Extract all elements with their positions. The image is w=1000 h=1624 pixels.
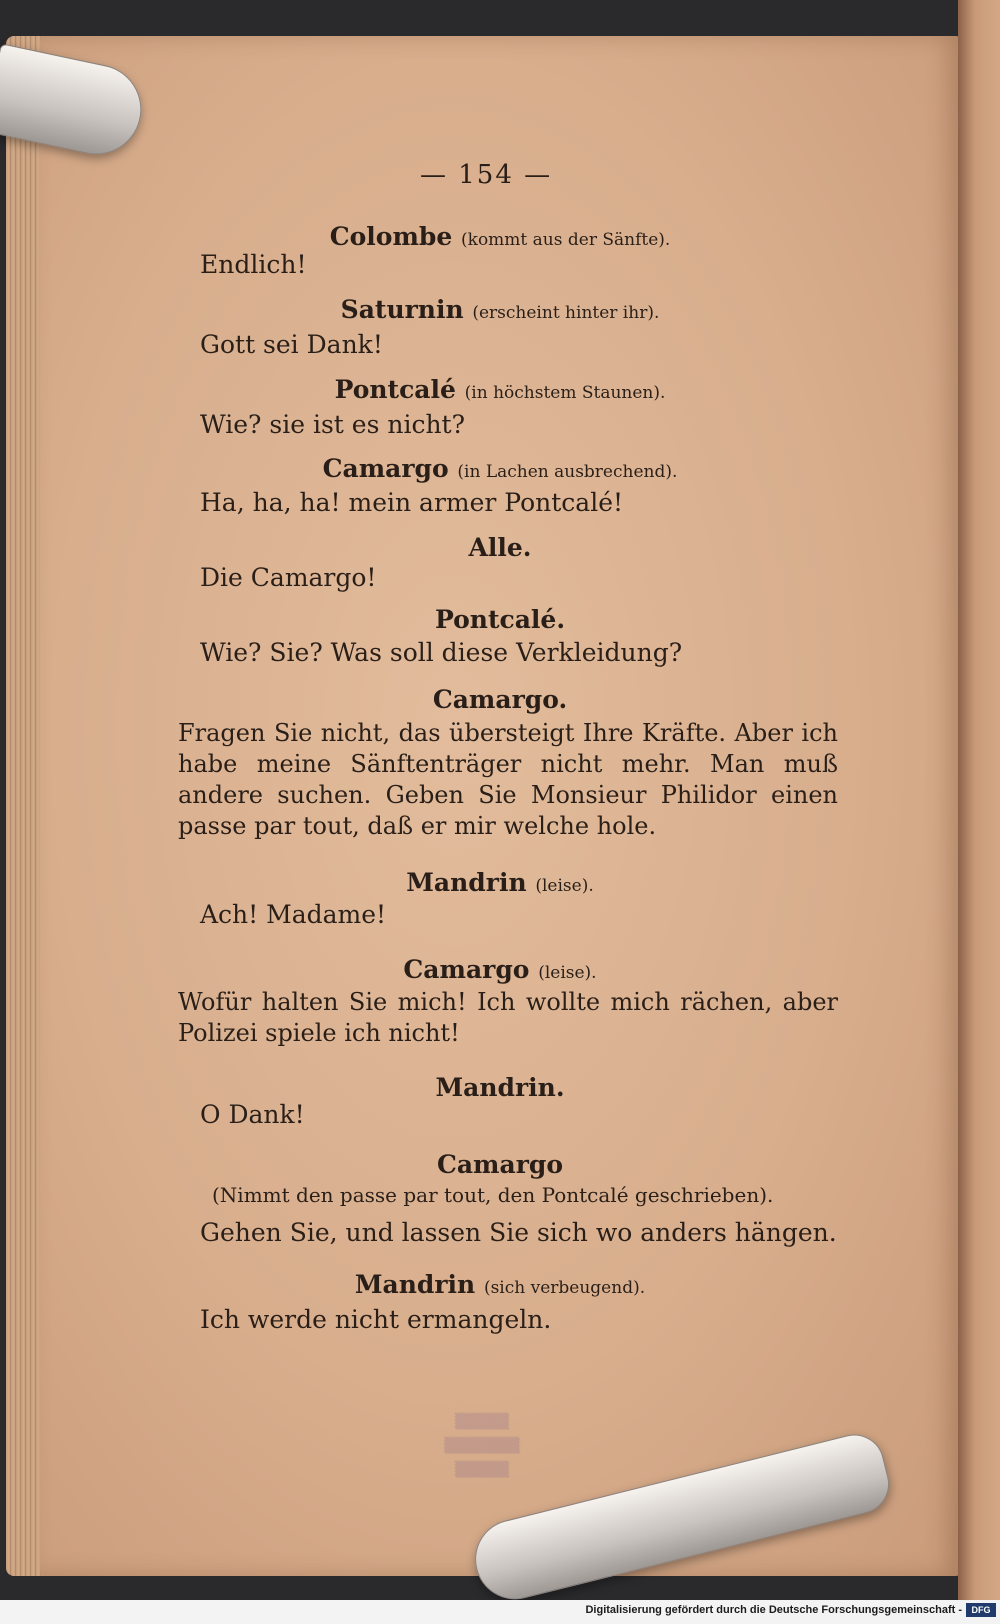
stage-direction-line: (Nimmt den passe par tout, den Pontcalé geschrieben).: [212, 1183, 774, 1207]
speaker-pontcale: [160, 605, 840, 634]
dialogue-line: Gehen Sie, und lassen Sie sich wo anders hängen.: [200, 1218, 837, 1247]
speaker-name: Mandrin: [406, 868, 527, 897]
speaker-name: Colombe: [329, 222, 453, 251]
dialogue-line: Ich werde nicht ermangeln.: [200, 1305, 552, 1334]
dialogue-line: Wie? Sie? Was soll diese Verkleidung?: [200, 638, 683, 667]
speaker-name: Camargo.: [432, 685, 568, 714]
speaker-name: Pontcalé: [334, 375, 456, 404]
speaker-name: Alle.: [468, 533, 532, 562]
dialogue-line: Ha, ha, ha! mein armer Pontcalé!: [200, 488, 624, 517]
speaker-camargo: [160, 685, 840, 714]
speaker-camargo: [160, 454, 840, 483]
page-number: — 154 —: [420, 160, 553, 190]
funding-credit: Digitalisierung gefördert durch die Deutsche Forschungsgemeinschaft -: [585, 1604, 962, 1616]
speaker-mandrin: [160, 1270, 840, 1299]
speaker-name: Saturnin: [340, 295, 464, 324]
speaker-name: Camargo: [436, 1150, 564, 1179]
stage-direction: (sich verbeugend).: [483, 1278, 646, 1298]
stage-direction: (leise).: [538, 963, 597, 983]
dialogue-paragraph: Wofür halten Sie mich! Ich wollte mich rächen, aber Polizei spiele ich nicht!: [178, 988, 838, 1047]
speaker-mandrin: [160, 868, 840, 897]
speaker-camargo: [160, 955, 840, 984]
speaker-alle: [160, 533, 840, 562]
speaker-name: Camargo: [403, 955, 530, 984]
dialogue-line: Gott sei Dank!: [200, 330, 383, 359]
speaker-mandrin: [160, 1073, 840, 1102]
dialogue-line: Wie? sie ist es nicht?: [200, 410, 466, 439]
facing-page-edge: [958, 0, 1000, 1600]
dialogue-line: Die Camargo!: [200, 563, 377, 592]
stage-direction: (leise).: [535, 876, 594, 896]
speaker-camargo: [160, 1150, 840, 1179]
stage-direction: (erscheint hinter ihr).: [472, 303, 660, 323]
stage-direction: (in Lachen ausbrechend).: [457, 462, 678, 482]
dialogue-paragraph: Fragen Sie nicht, das übersteigt Ihre Kräfte. Aber ich habe meine Sänftenträger nicht mehr. Man muß andere suchen. Geben Sie Monsieur Philidor einen passe par tout, daß er mir welche hole.: [178, 719, 838, 840]
stage-direction: (in höchstem Staunen).: [464, 383, 666, 403]
speaker-name: Camargo: [322, 454, 449, 483]
speaker-name: Mandrin: [354, 1270, 476, 1299]
library-stamp: ▒▒▒▒▒ ▒▒▒▒▒▒▒ ▒▒▒▒▒: [444, 1414, 520, 1478]
speaker-saturnin: [160, 295, 840, 324]
speaker-pontcale: [160, 375, 840, 404]
stage-direction: (kommt aus der Sänfte).: [461, 230, 671, 250]
dialogue-line: Ach! Madame!: [200, 900, 387, 929]
speaker-colombe: [160, 222, 840, 251]
speaker-name: Pontcalé.: [434, 605, 566, 634]
dialogue-line: O Dank!: [200, 1100, 305, 1129]
dfg-logo: DFG: [966, 1603, 996, 1617]
dialogue-line: Endlich!: [200, 250, 307, 279]
speaker-name: Mandrin.: [435, 1073, 565, 1102]
